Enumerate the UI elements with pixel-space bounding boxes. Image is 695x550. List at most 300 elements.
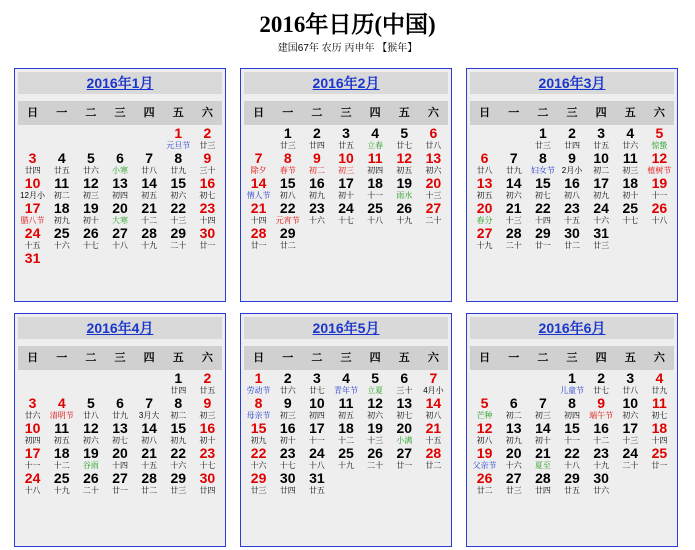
day-cell[interactable] [616,421,645,446]
day-cell[interactable] [645,446,674,471]
weekday-label: 二 [85,107,97,119]
day-cell[interactable] [244,446,273,471]
day-number: 15 [250,420,267,436]
day-cell[interactable] [273,226,302,251]
day-cell[interactable] [645,151,674,176]
week-row [18,176,222,201]
day-cell[interactable] [193,126,222,151]
lunar-label: 初六 [622,411,639,420]
lunar-label: 三十 [199,166,216,175]
day-cell[interactable] [390,421,419,446]
day-cell[interactable] [273,396,302,421]
lunar-label: 十九 [396,216,413,225]
day-number: 6 [116,395,124,411]
lunar-label: 十八 [563,461,580,470]
lunar-label: 父亲节 [472,461,497,470]
day-number: 11 [54,420,70,436]
day-cell[interactable] [587,176,616,201]
day-cell[interactable] [419,371,448,396]
day-cell[interactable] [616,201,645,226]
day-cell[interactable] [419,201,448,226]
day-cell[interactable] [419,446,448,471]
day-cell[interactable] [361,126,390,151]
day-number: 11 [652,395,667,411]
day-cell[interactable] [273,176,302,201]
day-cell[interactable] [18,226,47,251]
day-number: 14 [425,395,442,411]
lunar-label: 初三 [534,411,551,420]
day-cell[interactable] [331,126,360,151]
lunar-label: 十三 [367,436,384,445]
day-cell[interactable] [273,471,302,496]
day-number: 29 [170,470,187,486]
day-cell[interactable] [470,201,499,226]
day-cell[interactable] [244,396,273,421]
day-cell[interactable] [76,421,105,446]
day-cell[interactable] [47,226,76,251]
day-cell[interactable] [616,371,645,396]
day-cell[interactable] [135,396,164,421]
day-number: 1 [174,370,183,386]
day-cell[interactable] [302,446,331,471]
day-cell[interactable] [470,471,499,496]
day-number: 30 [199,470,216,486]
day-cell[interactable] [528,396,557,421]
day-cell[interactable] [302,371,331,396]
day-number: 22 [170,445,187,461]
weekday-label: 二 [537,107,549,119]
day-cell[interactable] [105,396,134,421]
page-title: 2016年日历(中国) [259,12,436,37]
day-cell[interactable] [105,446,134,471]
day-cell[interactable] [528,176,557,201]
lunar-label: 廿七 [593,386,610,395]
day-cell[interactable] [499,396,528,421]
weekday-label: 一 [282,107,294,119]
day-grid [18,126,222,276]
day-number: 9 [568,150,576,166]
day-cell[interactable] [273,201,302,226]
day-cell[interactable] [135,471,164,496]
empty-cell [105,126,134,151]
day-cell[interactable] [331,151,360,176]
day-cell[interactable] [164,126,193,151]
day-cell[interactable] [645,176,674,201]
month-title-link[interactable]: 2016年3月 [538,75,606,91]
day-number: 7 [509,150,518,166]
day-cell[interactable] [557,151,586,176]
day-cell[interactable] [193,371,222,396]
lunar-label: 初二 [170,411,187,420]
day-number: 21 [141,445,157,461]
day-cell[interactable] [76,226,105,251]
day-cell[interactable] [302,176,331,201]
day-cell[interactable] [47,396,76,421]
day-cell[interactable] [76,396,105,421]
day-cell[interactable] [164,471,193,496]
lunar-label: 廿八 [476,166,493,175]
day-cell[interactable] [419,396,448,421]
day-cell[interactable] [331,201,360,226]
day-number: 23 [199,445,216,461]
day-cell[interactable] [273,421,302,446]
empty-cell [105,371,134,396]
day-cell[interactable] [361,421,390,446]
day-cell[interactable] [47,446,76,471]
day-cell[interactable] [361,371,390,396]
day-cell[interactable] [528,446,557,471]
day-cell[interactable] [361,151,390,176]
month-panel [466,68,678,302]
day-cell[interactable] [616,151,645,176]
day-cell[interactable] [302,126,331,151]
day-cell[interactable] [193,176,222,201]
day-cell[interactable] [361,201,390,226]
day-cell[interactable] [557,371,586,396]
month-title-link[interactable]: 2016年5月 [312,320,380,336]
day-cell[interactable] [557,421,586,446]
weekday-label: 四 [369,352,381,364]
day-number: 19 [476,445,493,461]
day-cell[interactable] [193,396,222,421]
day-cell[interactable] [244,201,273,226]
day-cell[interactable] [302,396,331,421]
day-cell[interactable] [499,471,528,496]
day-cell[interactable] [302,421,331,446]
day-cell[interactable] [164,396,193,421]
day-cell[interactable] [244,176,273,201]
day-cell[interactable] [470,396,499,421]
lunar-label: 初二 [308,166,325,175]
day-cell[interactable] [331,371,360,396]
day-cell[interactable] [645,201,674,226]
day-cell[interactable] [528,226,557,251]
day-cell[interactable] [419,151,448,176]
day-cell[interactable] [164,446,193,471]
day-cell[interactable] [47,151,76,176]
week-row [470,201,674,226]
day-cell[interactable] [470,151,499,176]
lunar-label: 廿九 [111,411,128,420]
lunar-label: 谷雨 [82,461,99,470]
day-number: 28 [505,225,522,241]
lunar-label: 廿六 [24,411,41,420]
day-cell[interactable] [331,446,360,471]
day-number: 9 [312,150,321,166]
day-cell[interactable] [193,471,222,496]
day-cell[interactable] [499,176,528,201]
day-cell[interactable] [164,176,193,201]
day-cell[interactable] [390,201,419,226]
day-cell[interactable] [528,471,557,496]
day-number: 27 [112,470,128,486]
day-cell[interactable] [419,421,448,446]
month-title-link[interactable]: 2016年4月 [86,320,154,336]
day-cell[interactable] [244,471,273,496]
day-cell[interactable] [419,126,448,151]
day-cell[interactable] [361,396,390,421]
lunar-label: 初九 [170,436,187,445]
day-cell[interactable] [645,396,674,421]
day-cell[interactable] [18,471,47,496]
day-number: 1 [174,125,183,141]
day-cell[interactable] [105,176,134,201]
month-title-link[interactable]: 2016年2月 [312,75,380,91]
day-cell[interactable] [193,226,222,251]
lunar-label: 初二 [505,411,522,420]
weekday-label: 三 [340,107,352,119]
day-number: 7 [145,395,154,411]
day-cell[interactable] [135,201,164,226]
day-cell[interactable] [244,371,273,396]
week-row [18,421,222,446]
empty-cell [361,471,390,496]
day-cell[interactable] [331,176,360,201]
day-cell[interactable] [105,151,134,176]
day-cell[interactable] [587,201,616,226]
day-cell[interactable] [193,201,222,226]
day-cell[interactable] [273,446,302,471]
day-number: 1 [283,125,292,141]
day-cell[interactable] [587,446,616,471]
day-number: 4 [371,125,380,141]
day-cell[interactable] [18,446,47,471]
day-cell[interactable] [587,226,616,251]
day-cell[interactable] [331,421,360,446]
day-number: 2 [203,125,212,141]
day-cell[interactable] [47,176,76,201]
day-cell[interactable] [135,176,164,201]
lunar-label: 廿五 [563,486,580,495]
day-number: 27 [505,470,522,486]
empty-cell [47,371,76,396]
lunar-label: 廿四 [308,141,325,150]
day-cell[interactable] [193,151,222,176]
day-number: 11 [367,150,383,166]
lunar-label: 初五 [396,166,413,175]
day-cell[interactable] [18,251,47,276]
lunar-label: 初五 [476,191,493,200]
lunar-label: 植树节 [647,166,672,175]
day-cell[interactable] [587,371,616,396]
day-number: 9 [597,395,606,411]
day-number: 3 [312,370,321,386]
day-cell[interactable] [616,446,645,471]
day-cell[interactable] [587,126,616,151]
day-cell[interactable] [499,226,528,251]
day-cell[interactable] [47,471,76,496]
day-number: 19 [367,420,383,436]
day-cell[interactable] [105,421,134,446]
day-cell[interactable] [587,151,616,176]
day-cell[interactable] [193,421,222,446]
day-cell[interactable] [244,226,273,251]
lunar-label: 二十 [170,241,187,250]
day-cell[interactable] [557,126,586,151]
day-cell[interactable] [470,226,499,251]
day-cell[interactable] [557,201,586,226]
empty-cell [76,371,105,396]
day-cell[interactable] [135,226,164,251]
day-cell[interactable] [76,471,105,496]
day-cell[interactable] [164,371,193,396]
day-cell[interactable] [419,176,448,201]
day-cell[interactable] [390,371,419,396]
day-number: 21 [250,200,267,216]
day-cell[interactable] [302,151,331,176]
day-number: 23 [199,200,216,216]
day-cell[interactable] [361,446,390,471]
weekday-label: 六 [653,352,665,364]
day-cell[interactable] [616,396,645,421]
week-row [244,176,448,201]
day-cell[interactable] [528,201,557,226]
empty-cell [76,126,105,151]
day-cell[interactable] [616,176,645,201]
day-cell[interactable] [244,151,273,176]
day-number: 24 [24,225,41,241]
day-cell[interactable] [499,446,528,471]
lunar-label: 廿三 [505,486,522,495]
day-cell[interactable] [390,151,419,176]
empty-cell [419,471,448,496]
day-cell[interactable] [390,446,419,471]
day-cell[interactable] [76,201,105,226]
day-cell[interactable] [273,151,302,176]
day-cell[interactable] [135,421,164,446]
lunar-label: 立春 [367,141,384,150]
day-cell[interactable] [390,396,419,421]
day-number: 15 [535,175,551,191]
lunar-label: 初四 [24,436,41,445]
day-number: 15 [170,420,187,436]
day-cell[interactable] [470,421,499,446]
day-cell[interactable] [18,421,47,446]
day-cell[interactable] [105,471,134,496]
day-cell[interactable] [18,201,47,226]
lunar-label: 除夕 [250,166,267,175]
week-row [470,151,674,176]
day-cell[interactable] [164,226,193,251]
day-cell[interactable] [528,421,557,446]
lunar-label: 十七 [279,461,296,470]
weekday-label: 四 [143,107,155,119]
day-number: 4 [57,395,66,411]
day-number: 22 [250,445,267,461]
week-row [18,126,222,151]
day-cell[interactable] [18,176,47,201]
day-cell[interactable] [105,226,134,251]
lunar-label: 十四 [111,461,128,470]
day-number: 16 [564,175,580,191]
day-cell[interactable] [273,126,302,151]
day-cell[interactable] [76,446,105,471]
week-row [244,126,448,151]
day-cell[interactable] [105,201,134,226]
day-cell[interactable] [47,201,76,226]
lunar-label: 十四 [534,216,551,225]
day-cell[interactable] [528,151,557,176]
day-cell[interactable] [587,396,616,421]
lunar-label: 儿童节 [559,386,584,395]
day-cell[interactable] [18,396,47,421]
lunar-label: 十一 [563,436,580,445]
day-cell[interactable] [135,151,164,176]
day-cell[interactable] [499,151,528,176]
day-cell[interactable] [302,201,331,226]
day-number: 14 [535,420,551,436]
day-cell[interactable] [645,371,674,396]
day-cell[interactable] [164,201,193,226]
week-row [470,446,674,471]
day-cell[interactable] [557,176,586,201]
day-cell[interactable] [135,446,164,471]
day-number: 11 [54,175,70,191]
day-cell[interactable] [164,151,193,176]
day-cell[interactable] [361,176,390,201]
lunar-label: 廿一 [199,241,216,250]
day-cell[interactable] [331,396,360,421]
month-title-link[interactable]: 2016年1月 [86,75,154,91]
lunar-label: 腊八节 [20,216,45,225]
day-cell[interactable] [273,371,302,396]
day-cell[interactable] [18,151,47,176]
day-cell[interactable] [164,421,193,446]
day-number: 1 [538,125,547,141]
day-cell[interactable] [390,126,419,151]
day-number: 26 [476,470,493,486]
lunar-label: 十一 [308,436,325,445]
day-cell[interactable] [76,151,105,176]
day-cell[interactable] [645,421,674,446]
day-cell[interactable] [499,421,528,446]
day-cell[interactable] [390,176,419,201]
day-cell[interactable] [244,421,273,446]
day-cell[interactable] [557,226,586,251]
day-cell[interactable] [557,396,586,421]
weekday-label: 五 [172,107,184,119]
day-cell[interactable] [47,421,76,446]
day-cell[interactable] [193,446,222,471]
month-title-link[interactable]: 2016年6月 [538,320,606,336]
empty-cell [244,126,273,151]
day-cell[interactable] [587,471,616,496]
day-cell[interactable] [302,471,331,496]
lunar-label: 十一 [651,191,668,200]
weekday-label: 日 [253,352,265,364]
day-cell[interactable] [645,126,674,151]
day-cell[interactable] [470,446,499,471]
day-cell[interactable] [76,176,105,201]
day-cell[interactable] [557,471,586,496]
day-cell[interactable] [528,126,557,151]
weekday-label: 五 [398,352,410,364]
lunar-label: 元旦节 [166,141,191,150]
empty-cell [616,471,645,496]
week-row [470,396,674,421]
day-cell[interactable] [470,176,499,201]
week-row [470,126,674,151]
day-cell[interactable] [616,126,645,151]
lunar-label: 初八 [563,191,580,200]
lunar-label: 十七 [337,216,354,225]
day-number: 28 [425,445,442,461]
weekday-label: 日 [27,107,39,119]
lunar-label: 初六 [367,411,384,420]
day-cell[interactable] [499,201,528,226]
day-cell[interactable] [587,421,616,446]
day-cell[interactable] [557,446,586,471]
